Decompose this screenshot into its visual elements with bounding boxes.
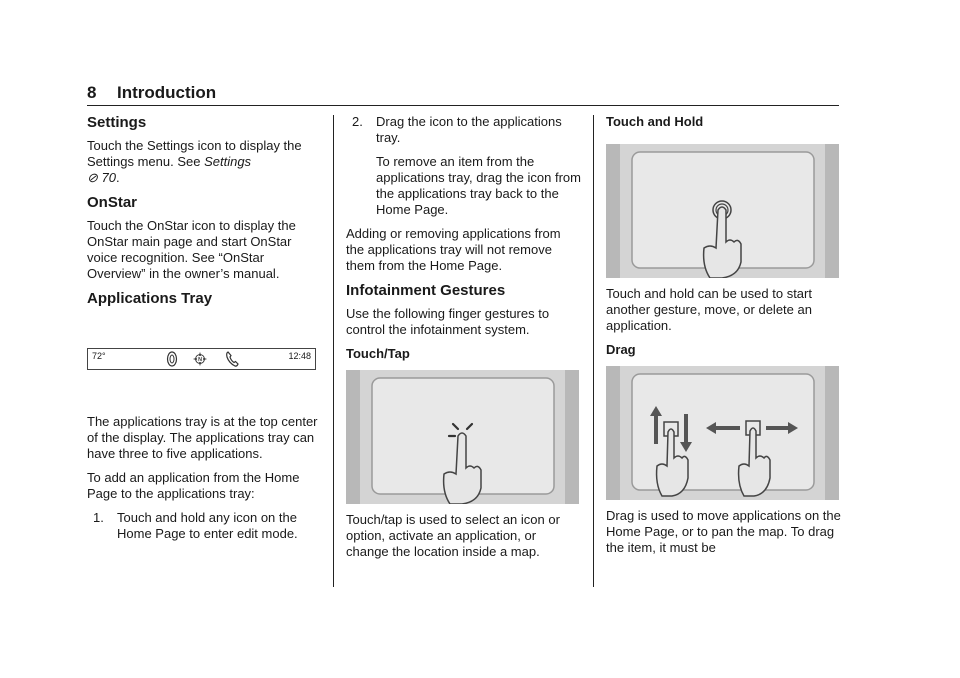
touch-tap-illustration: [346, 370, 579, 504]
settings-ref-page[interactable]: ⊘ 70: [87, 170, 116, 185]
gestures-heading: Infotainment Gestures: [346, 282, 506, 299]
column-divider: [333, 115, 334, 587]
phone-icon: [224, 350, 240, 368]
drag-text: Drag is used to move applications on the Home Page, or to pan the map. To drag the item, it must be: [606, 508, 841, 555]
steps-list: [87, 510, 322, 542]
column-divider: [593, 115, 594, 587]
settings-heading: Settings: [87, 114, 147, 131]
settings-text-end: .: [115, 170, 120, 185]
list-item: [87, 510, 322, 542]
navigation-icon: [192, 350, 208, 368]
page-header: [87, 83, 839, 106]
touch-tap-text: Touch/tap is used to select an icon or option, activate an application, or change the location inside a map.: [346, 512, 560, 559]
touch-hold-illustration: [606, 144, 839, 278]
drag-label: Drag: [606, 342, 636, 357]
column-3: [606, 110, 841, 564]
tray-removal-para: Adding or removing applications from the applications tray will not remove them from the Home Page.: [346, 226, 561, 273]
column-1: [87, 110, 322, 550]
settings-text: [87, 138, 322, 186]
step-text: Touch and hold any icon on the Home Page to enter edit mode.: [117, 510, 298, 541]
chapter-title: Introduction: [117, 83, 217, 102]
applications-tray-illustration: [87, 348, 316, 370]
touch-hold-label: Touch and Hold: [606, 114, 704, 129]
apps-tray-para-1: The applications tray is at the top center of the display. The applications tray can have three to five applications.: [87, 414, 318, 461]
settings-ref-link[interactable]: Settings: [204, 154, 252, 169]
page-number: 8: [87, 83, 97, 102]
column-2: [346, 110, 581, 568]
step-text: Drag the icon to the applications tray.: [376, 114, 562, 145]
onstar-text: Touch the OnStar icon to display the OnStar main page and start OnStar voice recognition. See “OnStar Overview” in the owner’s manual.: [87, 218, 296, 281]
touch-tap-label: Touch/Tap: [346, 346, 410, 361]
steps-list-continued: [346, 114, 581, 146]
apps-tray-heading: Applications Tray: [87, 290, 213, 307]
step-number: 1.: [93, 510, 104, 525]
step-2-note: To remove an item from the applications tray, drag the icon from the applications tray back to the Home Page.: [376, 154, 581, 217]
onstar-icon: [164, 350, 180, 368]
tray-temperature: 72°: [92, 351, 106, 361]
apps-tray-para-2: To add an application from the Home Page to the applications tray:: [87, 470, 300, 501]
onstar-heading: OnStar: [87, 194, 138, 211]
list-item: [346, 114, 581, 146]
touch-hold-text: Touch and hold can be used to start another gesture, move, or delete an application.: [606, 286, 812, 333]
gestures-intro: Use the following finger gestures to control the infotainment system.: [346, 306, 550, 337]
tray-clock: 12:48: [288, 351, 311, 361]
step-number: 2.: [352, 114, 363, 129]
svg-text:N: N: [198, 357, 202, 364]
settings-text-body: Touch the Settings icon to display the Settings menu. See: [87, 138, 302, 169]
drag-illustration: [606, 366, 839, 500]
